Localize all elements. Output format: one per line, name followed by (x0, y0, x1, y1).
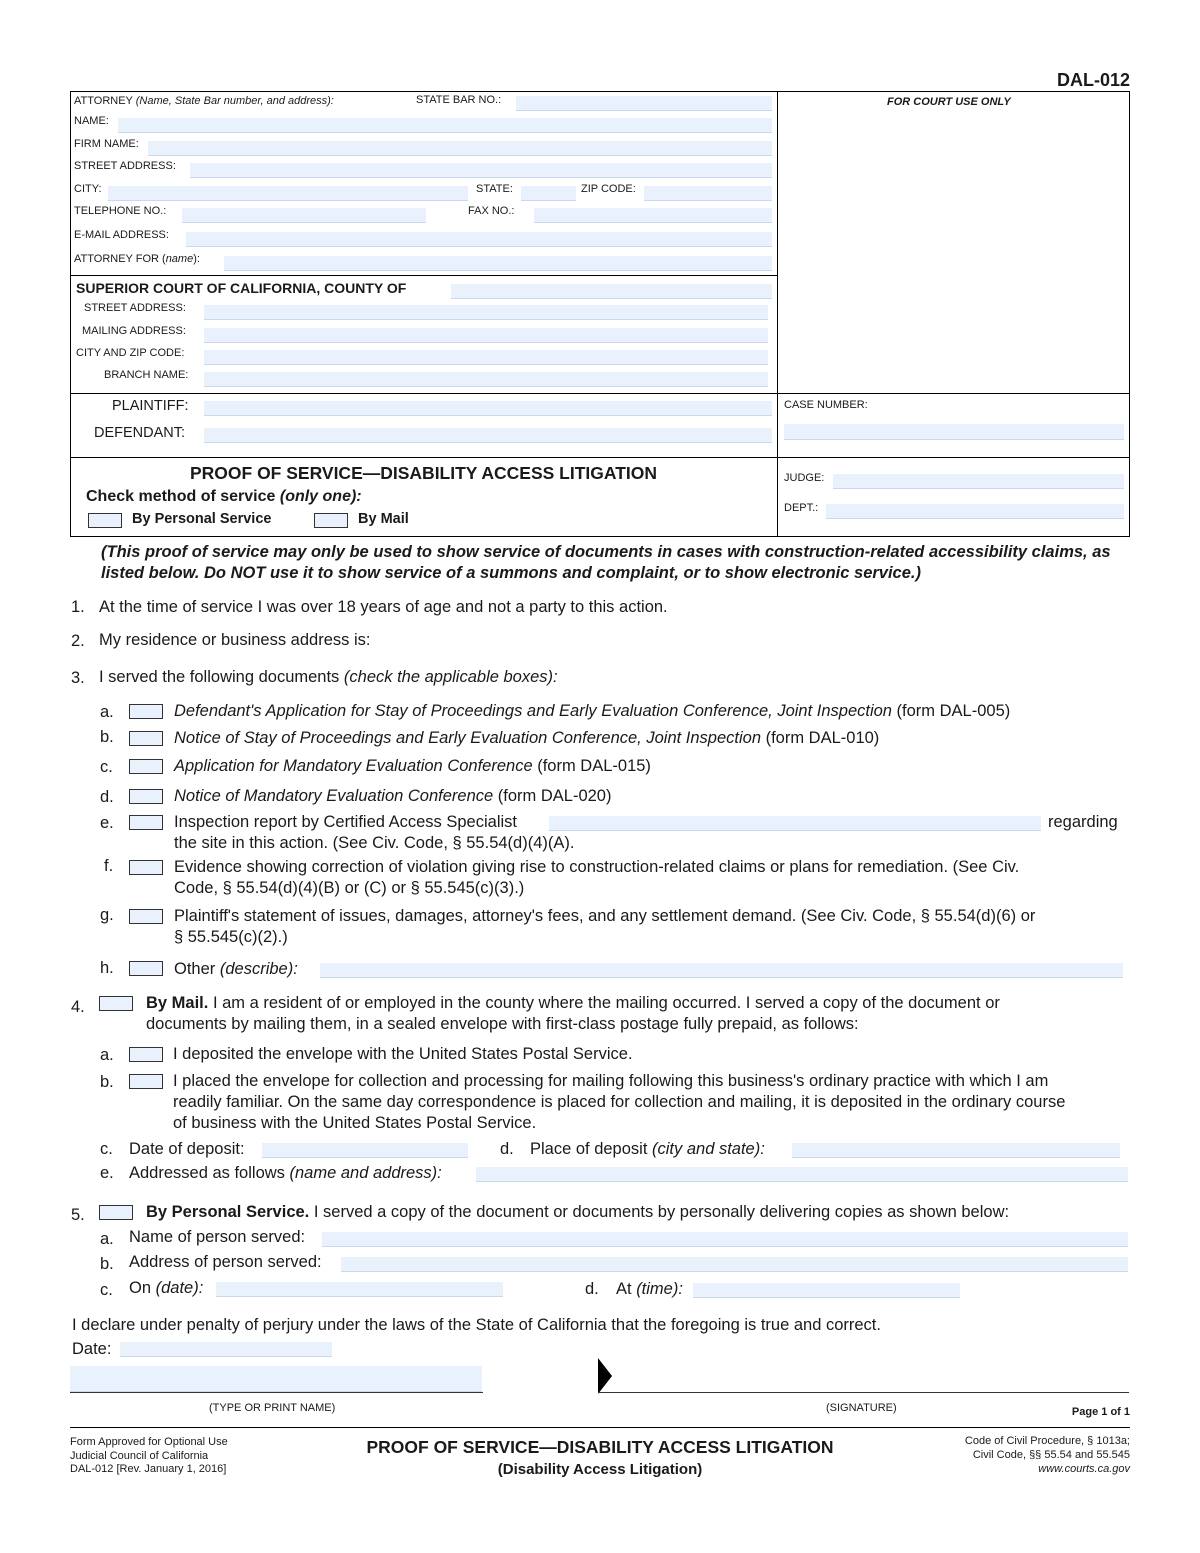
item-3h-text: Other (describe): (174, 960, 298, 978)
item-3b-checkbox[interactable] (129, 731, 163, 746)
addressed-as-follows-field[interactable] (476, 1167, 1128, 1182)
name-of-person-served-field[interactable] (322, 1232, 1128, 1247)
item-5c-letter: c. (100, 1281, 113, 1299)
personal-service-label: By Personal Service (132, 511, 272, 527)
item-4e-text: Addressed as follows (name and address): (129, 1164, 442, 1182)
email-field[interactable] (186, 232, 772, 247)
item-5d-text: At (time): (616, 1280, 683, 1298)
item-5b-letter: b. (100, 1255, 114, 1273)
item-3f-checkbox[interactable] (129, 860, 163, 875)
access-specialist-field[interactable] (549, 816, 1041, 831)
court-street-field[interactable] (204, 305, 768, 320)
footer-left-line1: Form Approved for Optional Use (70, 1436, 228, 1448)
item-3c-letter: c. (100, 758, 113, 776)
item-5-number: 5. (71, 1206, 85, 1224)
item-4a-checkbox[interactable] (129, 1047, 163, 1062)
item-4b-line1: I placed the envelope for collection and processing for mailing following this business's ordinary practice with which I am (173, 1072, 1049, 1090)
check-method-label: Check method of service (only one): (86, 488, 362, 505)
judge-label: JUDGE: (784, 472, 825, 484)
item-3g-line2: § 55.545(c)(2).) (174, 928, 288, 946)
name-label: NAME: (74, 115, 109, 127)
item-3c-checkbox[interactable] (129, 759, 163, 774)
defendant-label: DEFENDANT: (94, 425, 186, 441)
item-3b-letter: b. (100, 728, 114, 746)
item-2-text: My residence or business address is: (99, 631, 371, 649)
item-4-line2: documents by mailing them, in a sealed envelope with first-class postage fully prepaid, as follows: (146, 1015, 859, 1033)
dept-field[interactable] (826, 504, 1124, 519)
city-field[interactable] (108, 186, 468, 201)
form-id: DAL-012 (1056, 70, 1130, 90)
court-branch-field[interactable] (204, 372, 768, 387)
item-3f-line2: Code, § 55.54(d)(4)(B) or (C) or § 55.545(c)(3).) (174, 879, 525, 897)
page-number: Page 1 of 1 (1071, 1406, 1130, 1418)
place-of-deposit-field[interactable] (792, 1143, 1120, 1158)
date-of-deposit-field[interactable] (262, 1143, 468, 1158)
judge-field[interactable] (833, 474, 1124, 489)
case-number-field[interactable] (784, 424, 1124, 440)
address-of-person-served-field[interactable] (341, 1257, 1128, 1272)
firm-field[interactable] (148, 141, 772, 156)
attorney-label: ATTORNEY (Name, State Bar number, and address): (74, 95, 334, 107)
court-city-label: CITY AND ZIP CODE: (76, 347, 185, 359)
item-5a-text: Name of person served: (129, 1228, 306, 1246)
street-label: STREET ADDRESS: (74, 160, 176, 172)
mail-label: By Mail (358, 511, 409, 527)
item-3a-checkbox[interactable] (129, 704, 163, 719)
item-3f-line1: Evidence showing correction of violation giving rise to construction-related claims or plans for remediation. (See Civ. (174, 858, 1020, 876)
item-4a-letter: a. (100, 1046, 114, 1064)
courts-website-link[interactable]: www.courts.ca.gov (1038, 1463, 1130, 1475)
plaintiff-label: PLAINTIFF: (112, 398, 189, 414)
item-5b-text: Address of person served: (129, 1253, 322, 1271)
item-2-number: 2. (71, 632, 85, 650)
item-4a-text: I deposited the envelope with the United States Postal Service. (173, 1045, 633, 1063)
form-title: PROOF OF SERVICE—DISABILITY ACCESS LITIGATION (189, 463, 658, 483)
case-number-label: CASE NUMBER: (784, 399, 868, 411)
court-use-label: FOR COURT USE ONLY (887, 96, 1011, 108)
item-3g-letter: g. (100, 906, 114, 924)
item-4-line1: By Mail. I am a resident of or employed in the county where the mailing occurred. I served a copy of the document or (146, 994, 1000, 1012)
item-3e-letter: e. (100, 814, 114, 832)
item-3d-text: Notice of Mandatory Evaluation Conference (form DAL-020) (174, 787, 612, 805)
item-3g-line1: Plaintiff's statement of issues, damages, attorney's fees, and any settlement demand. (See Civ. Code, § 55.54(d)(6) or (174, 907, 1036, 925)
name-field[interactable] (118, 118, 772, 133)
item-3g-checkbox[interactable] (129, 909, 163, 924)
declaration-text: I declare under penalty of perjury under the laws of the State of California that the foregoing is true and correct. (72, 1316, 881, 1334)
item-4d-letter: d. (500, 1140, 514, 1158)
signature-field[interactable] (614, 1362, 1129, 1391)
type-name-label: (TYPE OR PRINT NAME) (209, 1402, 336, 1414)
item-4c-text: Date of deposit: (129, 1140, 245, 1158)
footer-right-line2: Civil Code, §§ 55.54 and 55.545 (972, 1449, 1130, 1461)
item-4b-line3: of business with the United States Postal Service. (173, 1114, 537, 1132)
item-5-checkbox[interactable] (99, 1205, 133, 1220)
item-4c-letter: c. (100, 1140, 113, 1158)
service-time-field[interactable] (693, 1283, 960, 1298)
county-field[interactable] (451, 284, 772, 299)
fax-label: FAX NO.: (468, 205, 515, 217)
item-4-number: 4. (71, 998, 85, 1016)
item-3h-letter: h. (100, 959, 114, 977)
signature-arrow-icon (598, 1358, 612, 1394)
fax-field[interactable] (534, 208, 772, 223)
print-name-field[interactable] (70, 1366, 482, 1392)
state-bar-label: STATE BAR NO.: (416, 94, 502, 106)
item-4b-line2: readily familiar. On the same day correspondence is placed for collection and mailing, it is deposited in the ordinary course (173, 1093, 1066, 1111)
footer-title: PROOF OF SERVICE—DISABILITY ACCESS LITIGATION (366, 1437, 834, 1457)
court-branch-label: BRANCH NAME: (104, 369, 189, 381)
item-5a-letter: a. (100, 1230, 114, 1248)
item-3e-line2: the site in this action. (See Civ. Code, § 55.54(d)(4)(A). (174, 834, 575, 852)
email-label: E-MAIL ADDRESS: (74, 229, 169, 241)
notice-text: (This proof of service may only be used to show service of documents in cases with construction-related accessibility claims, as listed below. Do NOT use it to show service of a summons and complaint, or to show electronic service.) (101, 543, 1111, 582)
item-3d-letter: d. (100, 788, 114, 806)
other-describe-field[interactable] (320, 963, 1123, 978)
footer-left-line3: DAL-012 [Rev. January 1, 2016] (70, 1463, 227, 1475)
item-3-text: I served the following documents (check the applicable boxes): (99, 668, 558, 686)
firm-label: FIRM NAME: (74, 138, 139, 150)
court-street-label: STREET ADDRESS: (84, 302, 186, 314)
mail-checkbox[interactable] (314, 513, 348, 528)
item-4b-checkbox[interactable] (129, 1074, 163, 1089)
item-3a-text: Defendant's Application for Stay of Proceedings and Early Evaluation Conference, Joint Inspection (form DAL-005) (174, 702, 1011, 720)
footer-right (965, 1434, 1130, 1476)
personal-service-checkbox[interactable] (88, 513, 122, 528)
item-3-number: 3. (71, 669, 85, 687)
item-3h-checkbox[interactable] (129, 961, 163, 976)
footer-subtitle: (Disability Access Litigation) (497, 1461, 703, 1478)
defendant-field[interactable] (204, 428, 772, 443)
zip-field[interactable] (644, 186, 772, 201)
state-field[interactable] (521, 186, 576, 201)
item-4-checkbox[interactable] (99, 996, 133, 1011)
item-5d-letter: d. (585, 1280, 599, 1298)
item-3c-text: Application for Mandatory Evaluation Conference (form DAL-015) (174, 757, 651, 775)
date-label: Date: (72, 1340, 112, 1358)
item-4b-letter: b. (100, 1073, 114, 1091)
item-1-text: At the time of service I was over 18 years of age and not a party to this action. (99, 598, 668, 616)
item-4d-text: Place of deposit (city and state): (530, 1140, 765, 1158)
street-field[interactable] (190, 163, 772, 178)
footer-left (70, 1436, 228, 1477)
dept-label: DEPT.: (784, 502, 819, 514)
item-3d-checkbox[interactable] (129, 789, 163, 804)
item-3b-text: Notice of Stay of Proceedings and Early Evaluation Conference, Joint Inspection (form DAL-010) (174, 729, 880, 747)
footer-left-line2: Judicial Council of California (70, 1449, 209, 1462)
item-1-number: 1. (71, 598, 85, 616)
item-3f-letter: f. (104, 857, 114, 875)
zip-label: ZIP CODE: (581, 183, 636, 195)
item-3e-checkbox[interactable] (129, 815, 163, 830)
court-mailing-field[interactable] (204, 328, 768, 343)
court-city-field[interactable] (204, 350, 768, 365)
plaintiff-field[interactable] (204, 401, 772, 416)
court-title: SUPERIOR COURT OF CALIFORNIA, COUNTY OF (76, 280, 407, 296)
state-bar-field[interactable] (516, 96, 772, 111)
item-3e-regarding: regarding (1048, 813, 1118, 831)
item-3e-text: Inspection report by Certified Access Specialist (174, 813, 517, 831)
attorney-for-label: ATTORNEY FOR (name): (74, 253, 200, 265)
footer-right-line1: Code of Civil Procedure, § 1013a; (964, 1435, 1130, 1447)
phone-label: TELEPHONE NO.: (74, 205, 167, 217)
state-label: STATE: (476, 183, 513, 195)
item-5-text: By Personal Service. I served a copy of the document or documents by personally delivering copies as shown below: (146, 1203, 1010, 1221)
court-use-area[interactable] (779, 114, 1127, 391)
item-4e-letter: e. (100, 1164, 114, 1182)
attorney-for-field[interactable] (224, 256, 772, 271)
court-mailing-label: MAILING ADDRESS: (82, 325, 186, 337)
declaration-date-field[interactable] (120, 1342, 332, 1357)
item-3a-letter: a. (100, 703, 114, 721)
phone-field[interactable] (182, 208, 426, 223)
city-label: CITY: (74, 183, 102, 195)
service-date-field[interactable] (216, 1282, 503, 1297)
item-5c-text: On (date): (129, 1279, 204, 1297)
signature-label: (SIGNATURE) (826, 1402, 897, 1414)
